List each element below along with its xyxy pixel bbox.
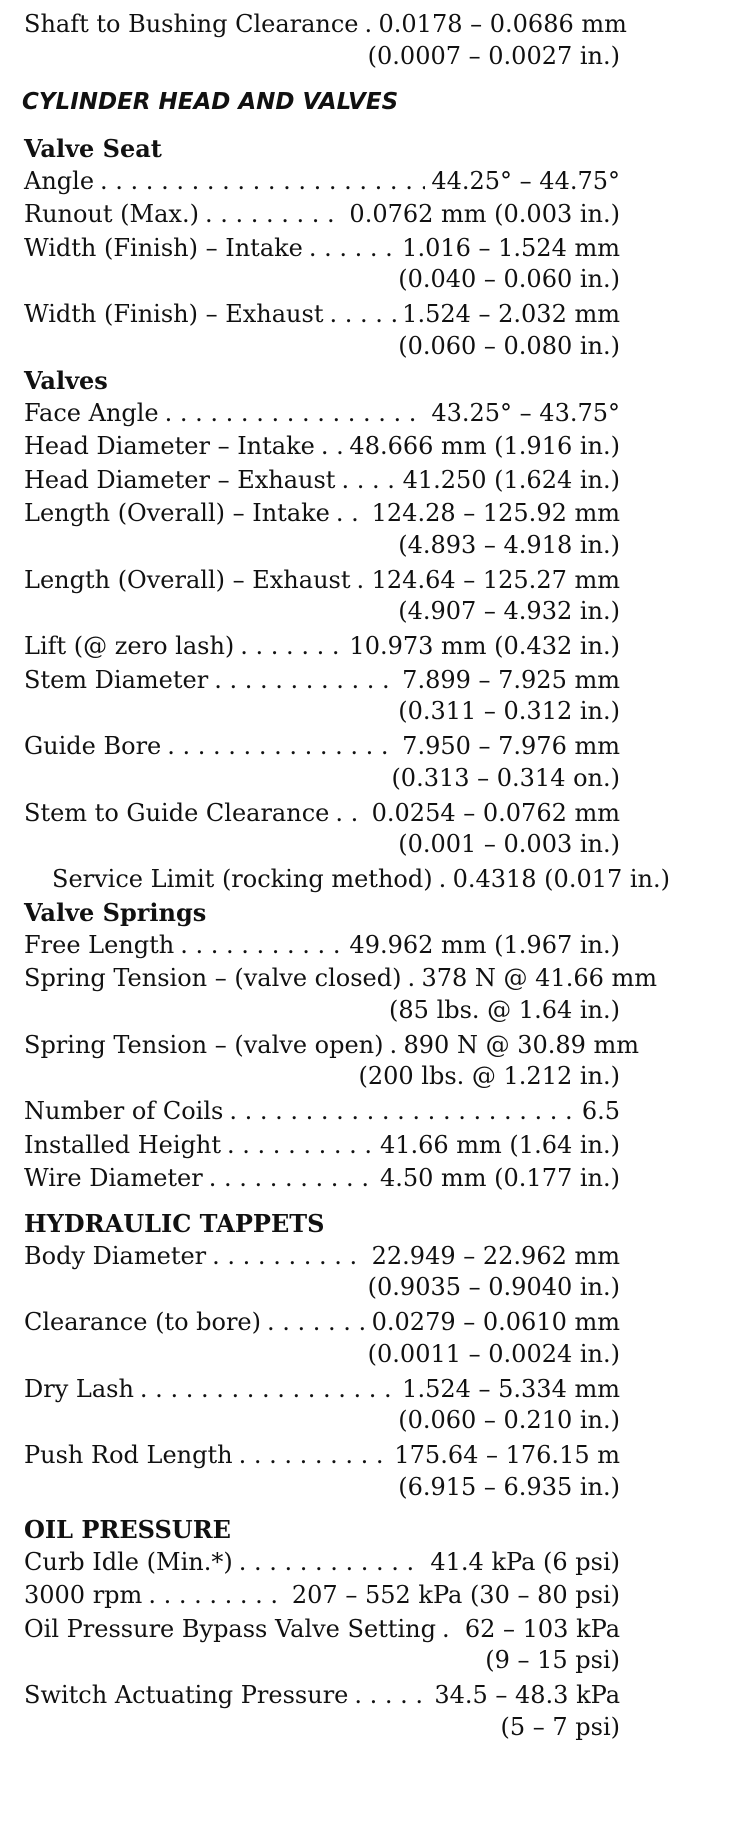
spec-label: Switch Actuating Pressure (24, 1681, 349, 1709)
spec-row-stem-diameter (24, 664, 620, 698)
spec-row-free-length (24, 929, 620, 963)
spec-label: Dry Lash (24, 1374, 134, 1403)
spec-row-tension-open (24, 1029, 640, 1063)
spec-label: Guide Bore (24, 732, 162, 760)
spec-label: Length (Overall) – Intake (24, 499, 330, 527)
dot-leader (439, 863, 447, 897)
spec-row-seat-width-intake (24, 232, 620, 266)
dot-leader (336, 497, 366, 531)
spec-row-dry-lash (24, 1373, 620, 1407)
spec-label: Oil Pressure Bypass Valve Setting (24, 1614, 436, 1643)
spec-value-continued: (9 – 15 psi) (485, 1646, 620, 1674)
spec-row-seat-angle (24, 165, 620, 199)
dot-leader (321, 430, 344, 464)
spec-value: 378 N @ 41.66 mm (421, 964, 658, 992)
spec-label: Curb Idle (Min.*) (24, 1547, 233, 1576)
spec-value-continued: (4.907 – 4.932 in.) (398, 597, 620, 625)
spec-value-continued: (0.311 – 0.312 in.) (398, 697, 620, 725)
spec-list (22, 8, 671, 1742)
spec-row-lift (24, 630, 620, 664)
spec-row-coils (24, 1095, 620, 1129)
spec-value-continued: (0.313 – 0.314 on.) (391, 763, 620, 792)
spec-value-continued: (0.060 – 0.080 in.) (398, 331, 620, 360)
spec-label: Lift (@ zero lash) (24, 632, 235, 660)
subsection-heading-valve-seat: Valve Seat (24, 133, 162, 163)
dot-leader (354, 1679, 428, 1713)
dot-leader (390, 1029, 398, 1063)
spec-value: 890 N @ 30.89 mm (403, 1030, 640, 1059)
spec-value: 6.5 (581, 1097, 620, 1125)
spec-value: 48.666 mm (1.916 in.) (349, 432, 620, 460)
spec-label: Runout (Max.) (24, 200, 199, 228)
spec-value: 0.4318 (0.017 in.) (452, 865, 671, 893)
dot-leader (100, 165, 425, 199)
spec-value: 34.5 – 48.3 kPa (434, 1681, 620, 1709)
spec-row-service-limit (24, 863, 671, 897)
spec-row-length-intake (24, 497, 620, 531)
spec-label: Body Diameter (24, 1241, 207, 1270)
section-title: CYLINDER HEAD AND VALVES (22, 88, 399, 115)
spec-row-installed-height (24, 1129, 620, 1163)
dot-leader (267, 1306, 366, 1340)
dot-leader (165, 397, 426, 431)
dot-leader (239, 1546, 425, 1580)
spec-value: 41.66 mm (1.64 in.) (379, 1130, 620, 1159)
spec-value-continued: (0.001 – 0.003 in.) (398, 830, 620, 858)
spec-value: 7.950 – 7.976 mm (402, 732, 620, 760)
spec-row-bypass-valve (24, 1613, 620, 1647)
spec-row-face-angle (24, 397, 620, 431)
dot-leader (309, 232, 396, 266)
spec-value: 1.524 – 5.334 mm (402, 1374, 620, 1403)
dot-leader (148, 1579, 286, 1613)
spec-value-continued: (85 lbs. @ 1.64 in.) (389, 995, 620, 1024)
spec-row-tension-closed (24, 962, 658, 996)
dot-leader (229, 1095, 576, 1129)
spec-label: Width (Finish) – Intake (24, 233, 303, 262)
spec-row-seat-width-exhaust (24, 298, 620, 332)
spec-value-continued: (5 – 7 psi) (500, 1712, 620, 1741)
spec-value-continued: (0.0011 – 0.0024 in.) (367, 1339, 620, 1368)
dot-leader (167, 730, 396, 764)
spec-label: Shaft to Bushing Clearance (24, 10, 359, 38)
spec-value: 0.0178 – 0.0686 mm (378, 10, 627, 38)
spec-value-continued: (4.893 – 4.918 in.) (398, 530, 620, 559)
spec-value-continued: (6.915 – 6.935 in.) (398, 1472, 620, 1501)
spec-label: Angle (24, 166, 95, 195)
spec-label: Head Diameter – Exhaust (24, 465, 336, 494)
spec-label: Length (Overall) – Exhaust (24, 565, 351, 594)
dot-leader (365, 8, 373, 42)
section-heading-oil-pressure: OIL PRESSURE (24, 1514, 231, 1544)
dot-leader (329, 298, 396, 332)
section-heading-hydraulic-tappets: HYDRAULIC TAPPETS (24, 1208, 325, 1238)
spec-row-seat-runout (24, 198, 620, 232)
dot-leader (180, 929, 343, 963)
spec-value: 124.28 – 125.92 mm (371, 499, 620, 527)
dot-leader (240, 630, 343, 664)
spec-value: 10.973 mm (0.432 in.) (349, 632, 620, 660)
spec-row-switch-pressure (24, 1679, 620, 1713)
dot-leader (341, 464, 396, 498)
spec-label: Service Limit (rocking method) (52, 865, 433, 893)
spec-value: 43.25° – 43.75° (431, 398, 620, 427)
spec-value: 124.64 – 125.27 mm (371, 565, 620, 594)
spec-value: 4.50 mm (0.177 in.) (379, 1164, 620, 1192)
spec-label: Push Rod Length (24, 1441, 233, 1469)
spec-value: 1.016 – 1.524 mm (402, 233, 620, 262)
subsection-heading-valve-springs: Valve Springs (24, 897, 207, 927)
spec-row-curb-idle (24, 1546, 620, 1580)
dot-leader (407, 962, 415, 996)
spec-label: Stem Diameter (24, 665, 209, 694)
spec-row-push-rod-length (24, 1439, 620, 1473)
dot-leader (140, 1373, 396, 1407)
spec-row-head-dia-intake (24, 430, 620, 464)
spec-label: Stem to Guide Clearance (24, 798, 330, 827)
spec-value: 0.0279 – 0.0610 mm (371, 1308, 620, 1336)
spec-label: Clearance (to bore) (24, 1308, 261, 1336)
spec-label: Width (Finish) – Exhaust (24, 300, 324, 328)
dot-leader (214, 664, 396, 698)
spec-row-guide-bore (24, 730, 620, 764)
spec-label: Head Diameter – Intake (24, 432, 315, 460)
spec-value: 0.0254 – 0.0762 mm (371, 798, 620, 827)
spec-value: 175.64 – 176.15 m (394, 1441, 620, 1469)
spec-label: Face Angle (24, 398, 159, 427)
dot-leader (209, 1162, 374, 1196)
spec-value: 41.4 kPa (6 psi) (430, 1547, 620, 1576)
spec-value: 0.0762 mm (0.003 in.) (349, 200, 620, 228)
spec-value-continued: (0.0007 – 0.0027 in.) (367, 41, 620, 70)
spec-label: Installed Height (24, 1130, 222, 1159)
dot-leader (442, 1613, 459, 1647)
spec-row-shaft-bushing-clearance (24, 8, 627, 42)
dot-leader (239, 1439, 389, 1473)
spec-row-tappet-clearance (24, 1306, 620, 1340)
spec-row-wire-diameter (24, 1162, 620, 1196)
spec-row-body-diameter (24, 1240, 620, 1274)
spec-value: 49.962 mm (1.967 in.) (349, 930, 620, 959)
spec-value: 207 – 552 kPa (30 – 80 psi) (291, 1581, 620, 1609)
spec-label: 3000 rpm (24, 1581, 143, 1609)
spec-row-3000-rpm (24, 1579, 620, 1613)
spec-value: 1.524 – 2.032 mm (402, 300, 620, 328)
spec-label: Wire Diameter (24, 1164, 203, 1192)
spec-label: Free Length (24, 930, 175, 959)
dot-leader (335, 797, 365, 831)
spec-value: 7.899 – 7.925 mm (402, 665, 620, 694)
spec-value-continued: (200 lbs. @ 1.212 in.) (358, 1062, 620, 1090)
spec-label: Spring Tension – (valve closed) (24, 964, 402, 992)
spec-row-stem-guide-clearance (24, 797, 620, 831)
spec-label: Spring Tension – (valve open) (24, 1030, 384, 1059)
spec-value: 41.250 (1.624 in.) (402, 465, 620, 494)
spec-value: 44.25° – 44.75° (431, 166, 620, 195)
dot-leader (356, 564, 365, 598)
dot-leader (212, 1240, 365, 1274)
spec-value-continued: (0.9035 – 0.9040 in.) (367, 1273, 620, 1301)
spec-value: 62 – 103 kPa (464, 1614, 620, 1643)
dot-leader (205, 198, 343, 232)
spec-value: 22.949 – 22.962 mm (371, 1241, 620, 1270)
spec-row-head-dia-exhaust (24, 464, 620, 498)
spec-value-continued: (0.060 – 0.210 in.) (398, 1406, 620, 1434)
spec-row-length-exhaust (24, 564, 620, 598)
dot-leader (227, 1129, 374, 1163)
subsection-heading-valves: Valves (24, 365, 108, 395)
spec-value-continued: (0.040 – 0.060 in.) (398, 265, 620, 293)
spec-label: Number of Coils (24, 1097, 224, 1125)
